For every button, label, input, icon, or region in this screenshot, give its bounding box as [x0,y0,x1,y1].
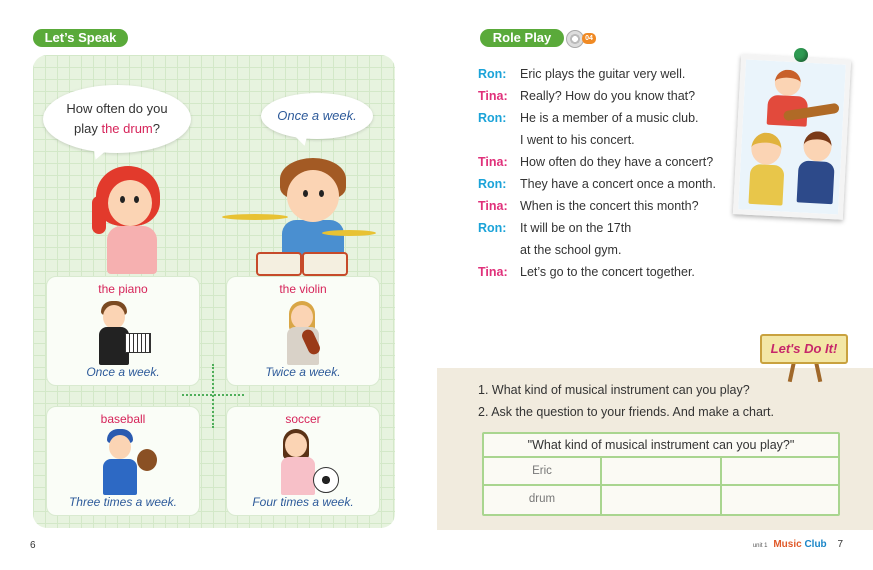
photo-girl-body [748,164,784,206]
utterance: I went to his concert. [520,133,635,147]
drum-left [256,252,302,276]
utterance: Eric plays the guitar very well. [520,67,686,81]
cymbal-right [322,230,376,236]
push-pin-icon [794,48,808,62]
divider-dotted-vertical [212,364,214,428]
logo-music: Music [773,539,802,550]
card-category: the violin [279,282,327,296]
question-text: play [73,121,102,136]
soccer-kid-head [285,433,307,457]
page-footer-right [753,539,843,550]
speaker-label: Tina: [478,89,508,103]
page-number-left: 6 [30,540,36,551]
card-category: baseball [100,412,146,426]
question-highlight: the drum [101,121,153,136]
music-club-logo [773,539,826,550]
soccer-kid-body [281,457,315,495]
drum-right [302,252,348,276]
card-frequency: Twice a week. [265,365,341,379]
question-mark: ? [152,121,160,136]
utterance: How often do they have a concert? [520,155,714,169]
card-baseball [46,406,200,516]
piano-keys-icon [125,333,151,353]
task-question-1: 1. What kind of musical instrument can you play? [478,383,750,397]
logo-club: Club [804,539,827,550]
chart-cell[interactable] [602,458,722,484]
chart-row [484,486,838,514]
speaker-label: Tina: [478,199,508,213]
girl-face [108,180,152,226]
girl-body [107,226,157,274]
card-category: soccer [285,412,321,426]
drummer-body [282,220,344,256]
cymbal-left [222,214,288,220]
utterance: He is a member of a music club. [520,111,699,125]
chart-cell[interactable] [722,458,838,484]
speaker-label: Tina: [478,265,508,279]
girl-eye-right [134,196,139,203]
drummer-eye-right [319,190,324,197]
task-question-2: 2. Ask the question to your friends. And make a chart. [478,405,775,419]
utterance: They have a concert once a month. [520,177,716,191]
card-piano [46,276,200,386]
drummer-eye-left [303,190,308,197]
drummer-face [287,170,339,222]
chart-cell[interactable] [722,486,838,514]
card-soccer [226,406,380,516]
card-frequency: Three times a week. [68,495,178,509]
card-frequency: Four times a week. [252,495,354,509]
chart-row [484,458,838,486]
girl-eye-left [120,196,125,203]
lets-do-it-sign: Let's Do It! [760,334,848,364]
survey-chart [482,432,840,516]
track-badge: 04 [582,33,596,44]
soccer-ball-icon [313,467,339,493]
unit-label: unit 1 [752,543,768,549]
band-photo [733,54,851,220]
lets-speak-label: Let’s Speak [33,29,128,47]
card-category: the piano [98,282,148,296]
speaker-label: Ron: [478,67,507,81]
baseball-glove-icon [137,449,157,471]
chart-cell[interactable] [602,486,722,514]
speaker-label: Ron: [478,177,507,191]
card-frequency: Once a week. [86,365,160,379]
speaker-label: Tina: [478,155,508,169]
utterance: It will be on the 17th [520,221,632,235]
photo-kid-body [797,160,835,204]
baseball-kid-head [109,435,131,459]
question-line-2 [43,119,191,139]
violin-kid-head [291,305,313,329]
piano-kid-head [103,305,125,329]
role-play-label: Role Play [480,29,564,47]
question-bubble [43,85,191,153]
utterance: Really? How do you know that? [520,89,696,103]
speaker-label: Ron: [478,221,507,235]
utterance: Let’s go to the concert together. [520,265,695,279]
chart-cell[interactable]: drum [484,486,602,514]
question-line-1: How often do you [66,101,168,116]
baseball-kid-body [103,459,137,495]
utterance: at the school gym. [520,243,622,257]
card-violin [226,276,380,386]
utterance: When is the concert this month? [520,199,699,213]
chart-title: "What kind of musical instrument can you play?" [484,434,838,458]
speaker-label: Ron: [478,111,507,125]
answer-bubble: Once a week. [261,93,373,139]
chart-cell[interactable]: Eric [484,458,602,484]
page-number-right: 7 [837,539,843,550]
